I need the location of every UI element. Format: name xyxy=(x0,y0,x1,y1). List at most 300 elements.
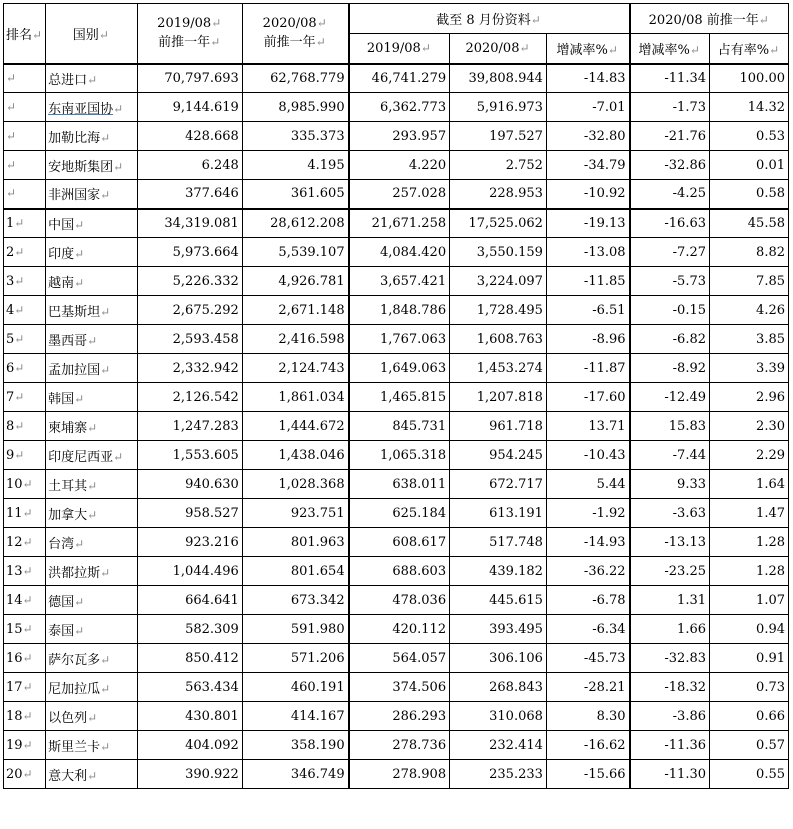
ytd-2020-cell xyxy=(450,412,547,441)
rolling-2019-cell xyxy=(137,470,242,499)
rolling-2019-cell xyxy=(137,296,242,325)
ytd-change-cell-text: -1.92 xyxy=(592,505,626,521)
paragraph-mark-icon: ↵ xyxy=(22,592,33,607)
table-row xyxy=(4,760,789,789)
rank-cell-text: 12 xyxy=(6,534,23,550)
paragraph-mark-icon: ↵ xyxy=(113,159,124,174)
rank-cell-text: 6 xyxy=(6,360,15,376)
paragraph-mark-icon: ↵ xyxy=(14,389,25,404)
ytd-change-cell-text: -10.92 xyxy=(583,186,626,202)
ytd-2020-cell-text: 393.495 xyxy=(489,621,543,637)
ytd-2019-cell xyxy=(349,470,450,499)
rolling-share-cell-text: 1.28 xyxy=(756,534,785,550)
rolling-share-cell-text: 3.39 xyxy=(756,360,785,376)
ytd-2019-cell-text: 420.112 xyxy=(392,621,447,637)
rolling-share-cell xyxy=(710,151,789,180)
paragraph-mark-icon: ↵ xyxy=(14,244,25,259)
rolling-2020-cell xyxy=(242,673,348,702)
paragraph-mark-icon: ↵ xyxy=(87,420,98,435)
rolling-2020-cell xyxy=(242,615,348,644)
rolling-share-cell-text: 1.47 xyxy=(756,505,785,521)
rolling-2019-cell-text: 563.434 xyxy=(185,679,239,695)
rolling-share-cell xyxy=(710,383,789,412)
rolling-share-cell xyxy=(710,412,789,441)
ytd-2020-cell-text: 306.106 xyxy=(489,650,543,666)
table-row xyxy=(4,586,789,615)
table-row xyxy=(4,325,789,354)
ytd-2020-cell xyxy=(450,673,547,702)
ytd-2020-cell xyxy=(450,64,547,93)
ytd-2020-cell xyxy=(450,209,547,238)
ytd-2019-cell-text: 564.057 xyxy=(392,650,447,666)
rolling-2019-cell-text: 923.216 xyxy=(185,534,239,550)
rolling-share-cell xyxy=(710,470,789,499)
ytd-2019-cell xyxy=(349,151,450,180)
country-cell xyxy=(46,325,138,354)
paragraph-mark-icon: ↵ xyxy=(74,275,85,290)
ytd-2019-cell-text: 1,065.318 xyxy=(379,447,447,463)
country-cell-text: 印度 xyxy=(48,246,75,262)
rank-header: 排名↵ xyxy=(4,4,46,64)
rank-cell-text: 18 xyxy=(6,708,23,724)
rank-cell xyxy=(4,557,46,586)
paragraph-mark-icon: ↵ xyxy=(22,563,33,578)
table-row xyxy=(4,441,789,470)
paragraph-mark-icon: ↵ xyxy=(22,621,33,636)
paragraph-mark-icon: ↵ xyxy=(87,72,98,87)
ytd-change-cell xyxy=(546,702,629,731)
country-cell xyxy=(46,586,138,615)
ytd-change-cell-text: 8.30 xyxy=(596,708,626,724)
paragraph-mark-icon: ↵ xyxy=(22,534,33,549)
paragraph-mark-icon: ↵ xyxy=(100,652,111,667)
rolling-2020-cell xyxy=(242,528,348,557)
rolling-2020-cell-text: 2,671.148 xyxy=(278,302,345,318)
rank-cell-text: 15 xyxy=(6,621,23,637)
rolling-change-cell-text: 9.33 xyxy=(677,476,706,492)
table-row xyxy=(4,615,789,644)
paragraph-mark-icon: ↵ xyxy=(113,101,124,116)
rolling-2020-cell-text: 1,438.046 xyxy=(278,447,345,463)
ytd-2019-cell-text: 625.184 xyxy=(392,505,447,521)
rolling-change-cell xyxy=(630,644,710,673)
ytd-2019-cell xyxy=(349,673,450,702)
ytd-change-cell-text: -6.78 xyxy=(592,592,626,608)
paragraph-mark-icon: ↵ xyxy=(100,739,111,754)
rolling-share-cell-text: 0.01 xyxy=(756,157,785,173)
rolling-2020-cell xyxy=(242,644,348,673)
ytd-2020-cell xyxy=(450,760,547,789)
country-cell xyxy=(46,412,138,441)
rolling-2020-cell xyxy=(242,238,348,267)
country-cell xyxy=(46,151,138,180)
rolling-2020-cell-text: 460.191 xyxy=(290,679,345,695)
rolling-share-cell xyxy=(710,702,789,731)
rank-cell-text: 4 xyxy=(6,302,15,318)
paragraph-mark-icon: ↵ xyxy=(100,188,111,203)
rolling-share-cell-text: 0.55 xyxy=(756,766,785,782)
country-cell-text: 以色列 xyxy=(48,710,88,726)
country-cell-text: 非洲国家 xyxy=(48,188,101,204)
country-cell xyxy=(46,644,138,673)
ytd-2020-cell xyxy=(450,325,547,354)
rolling-change-cell-text: -7.44 xyxy=(672,447,706,463)
rolling-2019-cell xyxy=(137,731,242,760)
ytd-change-cell xyxy=(546,470,629,499)
rolling-change-cell-text: -11.34 xyxy=(664,70,706,86)
paragraph-mark-icon: ↵ xyxy=(22,505,33,520)
rolling-share-cell xyxy=(710,441,789,470)
rolling-share-cell-text: 0.58 xyxy=(756,186,785,202)
table-row xyxy=(4,644,789,673)
rank-cell xyxy=(4,122,46,151)
ytd-change-cell xyxy=(546,557,629,586)
rank-cell-text: 8 xyxy=(6,418,15,434)
rolling-share-cell xyxy=(710,760,789,789)
rolling-change-cell xyxy=(630,586,710,615)
country-cell-text: 越南 xyxy=(48,275,75,291)
country-cell-text: 墨西哥 xyxy=(48,333,88,349)
country-cell xyxy=(46,528,138,557)
rolling-2019-cell-text: 34,319.081 xyxy=(164,215,239,231)
rank-cell xyxy=(4,325,46,354)
rolling-2019-cell xyxy=(137,615,242,644)
rolling-2020-cell-text: 361.605 xyxy=(290,186,345,202)
ytd-change-cell-text: -45.73 xyxy=(583,650,626,666)
country-cell-text: 泰国 xyxy=(48,623,75,639)
table-row xyxy=(4,151,789,180)
rank-cell xyxy=(4,238,46,267)
paragraph-mark-icon: ↵ xyxy=(22,737,33,752)
rolling-change-cell-text: -12.49 xyxy=(664,389,706,405)
rolling-2019-cell-text: 5,973.664 xyxy=(172,244,239,260)
ytd-2020-cell-text: 1,728.495 xyxy=(476,302,543,318)
rolling-share-cell-text: 2.29 xyxy=(756,447,785,463)
ranked-rows xyxy=(4,209,789,789)
ytd-change-cell-text: -8.96 xyxy=(592,331,626,347)
paragraph-mark-icon: ↵ xyxy=(6,157,17,172)
paragraph-mark-icon: ↵ xyxy=(87,333,98,348)
ytd-2020-cell-text: 439.182 xyxy=(489,563,543,579)
paragraph-mark-icon: ↵ xyxy=(113,449,124,464)
rolling-2019-cell-text: 390.922 xyxy=(185,766,239,782)
country-cell-text: 韩国 xyxy=(48,391,75,407)
rolling-change-cell xyxy=(630,238,710,267)
rolling-share-cell-text: 100.00 xyxy=(739,70,785,86)
rolling-2020-cell xyxy=(242,209,348,238)
rolling-change-cell xyxy=(630,528,710,557)
rolling-2020-cell-text: 4.195 xyxy=(307,157,345,173)
country-cell xyxy=(46,615,138,644)
rolling-2020-cell xyxy=(242,122,348,151)
paragraph-mark-icon: ↵ xyxy=(74,536,85,551)
ytd-2019-cell-text: 374.506 xyxy=(392,679,447,695)
ytd-2020-cell-text: 672.717 xyxy=(489,476,543,492)
rolling-2019-cell-text: 428.668 xyxy=(185,128,239,144)
rolling-2020-cell xyxy=(242,441,348,470)
ytd-2019-cell xyxy=(349,615,450,644)
rolling-share-cell xyxy=(710,180,789,209)
rolling-2019-cell-text: 850.412 xyxy=(185,650,239,666)
rank-cell-text: 11 xyxy=(6,505,23,521)
ytd-change-cell-text: 5.44 xyxy=(596,476,626,492)
rolling-2019-cell xyxy=(137,64,242,93)
ytd-2020-cell xyxy=(450,731,547,760)
table-row xyxy=(4,470,789,499)
rolling-share-cell-text: 4.26 xyxy=(756,302,785,318)
ytd-2019-cell xyxy=(349,731,450,760)
rolling-change-cell-text: -23.25 xyxy=(664,563,706,579)
ytd-change-cell-text: -17.60 xyxy=(583,389,626,405)
ytd-change-cell xyxy=(546,325,629,354)
rolling-share-cell xyxy=(710,528,789,557)
ytd-2019-cell-text: 638.011 xyxy=(392,476,447,492)
rolling-2019-cell xyxy=(137,702,242,731)
rolling-2020-cell xyxy=(242,325,348,354)
country-cell-text: 加勒比海 xyxy=(48,130,101,146)
rolling-2019-cell-text: 9,144.619 xyxy=(172,99,239,115)
rolling-change-cell-text: -4.25 xyxy=(672,186,706,202)
rolling-2020-cell xyxy=(242,180,348,209)
rolling-change-cell xyxy=(630,180,710,209)
rank-cell xyxy=(4,354,46,383)
rolling-change-cell xyxy=(630,673,710,702)
rolling-2019-cell-text: 430.801 xyxy=(185,708,239,724)
ytd-2019-cell xyxy=(349,325,450,354)
rank-cell-text: 1 xyxy=(6,215,15,231)
table-row xyxy=(4,702,789,731)
paragraph-mark-icon: ↵ xyxy=(14,360,25,375)
ytd-group-header: 截至 8 月份资料↵ xyxy=(349,4,630,34)
country-cell xyxy=(46,673,138,702)
ytd-change-cell xyxy=(546,151,629,180)
rolling-change-cell xyxy=(630,296,710,325)
rank-cell xyxy=(4,760,46,789)
rolling-change-cell xyxy=(630,731,710,760)
ytd-2020-cell xyxy=(450,441,547,470)
rolling-change-cell-text: 15.83 xyxy=(668,418,706,434)
country-cell xyxy=(46,470,138,499)
rolling-change-cell-text: -3.63 xyxy=(672,505,706,521)
ytd-2020-cell-text: 2.752 xyxy=(505,157,543,173)
ytd-change-cell-text: -11.87 xyxy=(583,360,626,376)
rolling-share-cell xyxy=(710,296,789,325)
rolling-2020-cell-text: 358.190 xyxy=(290,737,345,753)
rolling-2020-cell-text: 2,124.743 xyxy=(278,360,345,376)
paragraph-mark-icon: ↵ xyxy=(22,679,33,694)
country-cell-text: 土耳其 xyxy=(48,478,88,494)
ytd-change-cell-text: -32.80 xyxy=(583,128,626,144)
rolling-share-cell-text: 2.96 xyxy=(756,389,785,405)
ytd-2020-cell xyxy=(450,586,547,615)
paragraph-mark-icon: ↵ xyxy=(6,99,17,114)
import-table-wrapper xyxy=(3,3,789,789)
rolling-2020-cell xyxy=(242,470,348,499)
rolling-change-cell xyxy=(630,615,710,644)
ytd-2020-cell xyxy=(450,93,547,122)
country-cell-text: 斯里兰卡 xyxy=(48,739,101,755)
rolling-2020-cell xyxy=(242,586,348,615)
rolling-change-cell-text: -11.30 xyxy=(664,766,706,782)
rolling-share-cell xyxy=(710,209,789,238)
paragraph-mark-icon: ↵ xyxy=(22,476,33,491)
table-header xyxy=(4,4,789,64)
ytd-2020-cell xyxy=(450,151,547,180)
rolling-2020-cell-text: 62,768.779 xyxy=(270,70,345,86)
rolling-2019-cell xyxy=(137,673,242,702)
paragraph-mark-icon: ↵ xyxy=(100,362,111,377)
ytd-2020-cell-text: 961.718 xyxy=(489,418,543,434)
rolling-change-header: 增减率%↵ xyxy=(630,34,710,64)
rolling-2019-cell xyxy=(137,586,242,615)
ytd-2019-cell-text: 3,657.421 xyxy=(379,273,447,289)
rolling-2019-cell-text: 1,044.496 xyxy=(172,563,239,579)
rolling-2019-cell xyxy=(137,644,242,673)
rank-cell xyxy=(4,93,46,122)
rolling-share-cell xyxy=(710,267,789,296)
rolling-change-cell xyxy=(630,209,710,238)
ytd-2020-cell-text: 517.748 xyxy=(489,534,543,550)
ytd-2019-cell xyxy=(349,93,450,122)
period-2020-rolling-header: 2020/08↵ 前推一年↵ xyxy=(242,4,348,64)
country-cell xyxy=(46,122,138,151)
country-cell-text: 中国 xyxy=(48,217,75,233)
ytd-change-cell-text: -16.62 xyxy=(583,737,626,753)
ytd-2019-cell xyxy=(349,586,450,615)
table-row xyxy=(4,412,789,441)
rolling-share-cell xyxy=(710,354,789,383)
rank-cell xyxy=(4,64,46,93)
rolling-change-cell xyxy=(630,557,710,586)
ytd-change-cell-text: -6.34 xyxy=(592,621,626,637)
rolling-2019-cell xyxy=(137,383,242,412)
ytd-2020-cell-text: 5,916.973 xyxy=(476,99,543,115)
table-row xyxy=(4,209,789,238)
rank-cell-text: 13 xyxy=(6,563,23,579)
ytd-2020-cell xyxy=(450,557,547,586)
country-cell xyxy=(46,267,138,296)
rolling-2019-cell-text: 1,553.605 xyxy=(172,447,239,463)
rank-cell xyxy=(4,267,46,296)
import-statistics-table xyxy=(3,3,789,789)
rank-cell xyxy=(4,412,46,441)
rolling-2019-cell-text: 2,593.458 xyxy=(172,331,239,347)
ytd-2019-cell xyxy=(349,760,450,789)
ytd-change-cell xyxy=(546,441,629,470)
ytd-2020-cell xyxy=(450,238,547,267)
rolling-2019-cell-text: 404.092 xyxy=(185,737,239,753)
rolling-2019-cell-text: 582.309 xyxy=(185,621,239,637)
ytd-2019-cell xyxy=(349,122,450,151)
ytd-2019-cell-text: 293.957 xyxy=(392,128,447,144)
country-cell xyxy=(46,760,138,789)
rank-cell xyxy=(4,470,46,499)
rolling-share-cell-text: 1.07 xyxy=(756,592,785,608)
paragraph-mark-icon: ↵ xyxy=(87,768,98,783)
rolling-2019-cell-text: 6.248 xyxy=(201,157,239,173)
rolling-2019-cell xyxy=(137,557,242,586)
paragraph-mark-icon: ↵ xyxy=(22,708,33,723)
ytd-2019-cell-text: 1,649.063 xyxy=(379,360,447,376)
rolling-2020-cell xyxy=(242,731,348,760)
ytd-2020-cell-text: 445.615 xyxy=(489,592,543,608)
rolling-2020-cell xyxy=(242,760,348,789)
table-row xyxy=(4,673,789,702)
ytd-2020-cell-text: 310.068 xyxy=(489,708,543,724)
country-header: 国别↵ xyxy=(46,4,138,64)
rolling-2020-cell xyxy=(242,93,348,122)
rolling-2019-cell xyxy=(137,412,242,441)
table-row xyxy=(4,296,789,325)
rank-cell xyxy=(4,615,46,644)
ytd-2019-cell-text: 46,741.279 xyxy=(371,70,447,86)
ytd-change-cell xyxy=(546,731,629,760)
ytd-change-cell xyxy=(546,586,629,615)
table-row xyxy=(4,731,789,760)
rolling-share-cell-text: 7.85 xyxy=(756,273,785,289)
ytd-2019-cell-text: 1,848.786 xyxy=(379,302,447,318)
ytd-change-header: 增减率%↵ xyxy=(546,34,629,64)
paragraph-mark-icon: ↵ xyxy=(87,710,98,725)
paragraph-mark-icon: ↵ xyxy=(74,246,85,261)
country-cell xyxy=(46,441,138,470)
ytd-2020-cell xyxy=(450,180,547,209)
rolling-2020-cell xyxy=(242,267,348,296)
rolling-2020-cell-text: 346.749 xyxy=(290,766,345,782)
ytd-2019-cell-text: 278.736 xyxy=(392,737,447,753)
rolling-2020-cell-text: 4,926.781 xyxy=(278,273,345,289)
ytd-2019-cell xyxy=(349,412,450,441)
rolling-share-cell xyxy=(710,499,789,528)
country-cell-text: 印度尼西亚 xyxy=(48,449,114,465)
ytd-change-cell xyxy=(546,122,629,151)
ytd-2019-cell-text: 286.293 xyxy=(392,708,447,724)
rank-cell xyxy=(4,499,46,528)
ytd-2019-cell xyxy=(349,528,450,557)
rolling-share-cell-text: 2.30 xyxy=(756,418,785,434)
rolling-2019-cell xyxy=(137,528,242,557)
ytd-change-cell xyxy=(546,64,629,93)
rolling-2019-cell-text: 2,126.542 xyxy=(172,389,239,405)
rolling-2019-cell xyxy=(137,238,242,267)
paragraph-mark-icon: ↵ xyxy=(74,391,85,406)
country-cell xyxy=(46,499,138,528)
country-cell xyxy=(46,383,138,412)
ytd-change-cell xyxy=(546,180,629,209)
rolling-2020-cell xyxy=(242,151,348,180)
rolling-2020-cell xyxy=(242,557,348,586)
ytd-2019-cell-text: 257.028 xyxy=(392,186,447,202)
paragraph-mark-icon: ↵ xyxy=(87,478,98,493)
rolling-2020-cell-text: 1,861.034 xyxy=(278,389,345,405)
country-cell-text: 德国 xyxy=(48,594,75,610)
ytd-2019-cell xyxy=(349,238,450,267)
ytd-change-cell xyxy=(546,412,629,441)
ytd-2020-cell xyxy=(450,615,547,644)
rolling-share-cell xyxy=(710,122,789,151)
rolling-2020-cell-text: 8,985.990 xyxy=(278,99,345,115)
rolling-2019-cell xyxy=(137,325,242,354)
rolling-change-cell-text: -13.13 xyxy=(664,534,706,550)
country-cell-text: 加拿大 xyxy=(48,507,88,523)
ytd-2020-cell-text: 228.953 xyxy=(489,186,543,202)
rolling-share-cell xyxy=(710,615,789,644)
rolling-share-cell xyxy=(710,673,789,702)
rolling-change-cell-text: -6.82 xyxy=(672,331,706,347)
rolling-change-cell xyxy=(630,151,710,180)
ytd-change-cell xyxy=(546,238,629,267)
rolling-2020-cell-text: 335.373 xyxy=(290,128,345,144)
